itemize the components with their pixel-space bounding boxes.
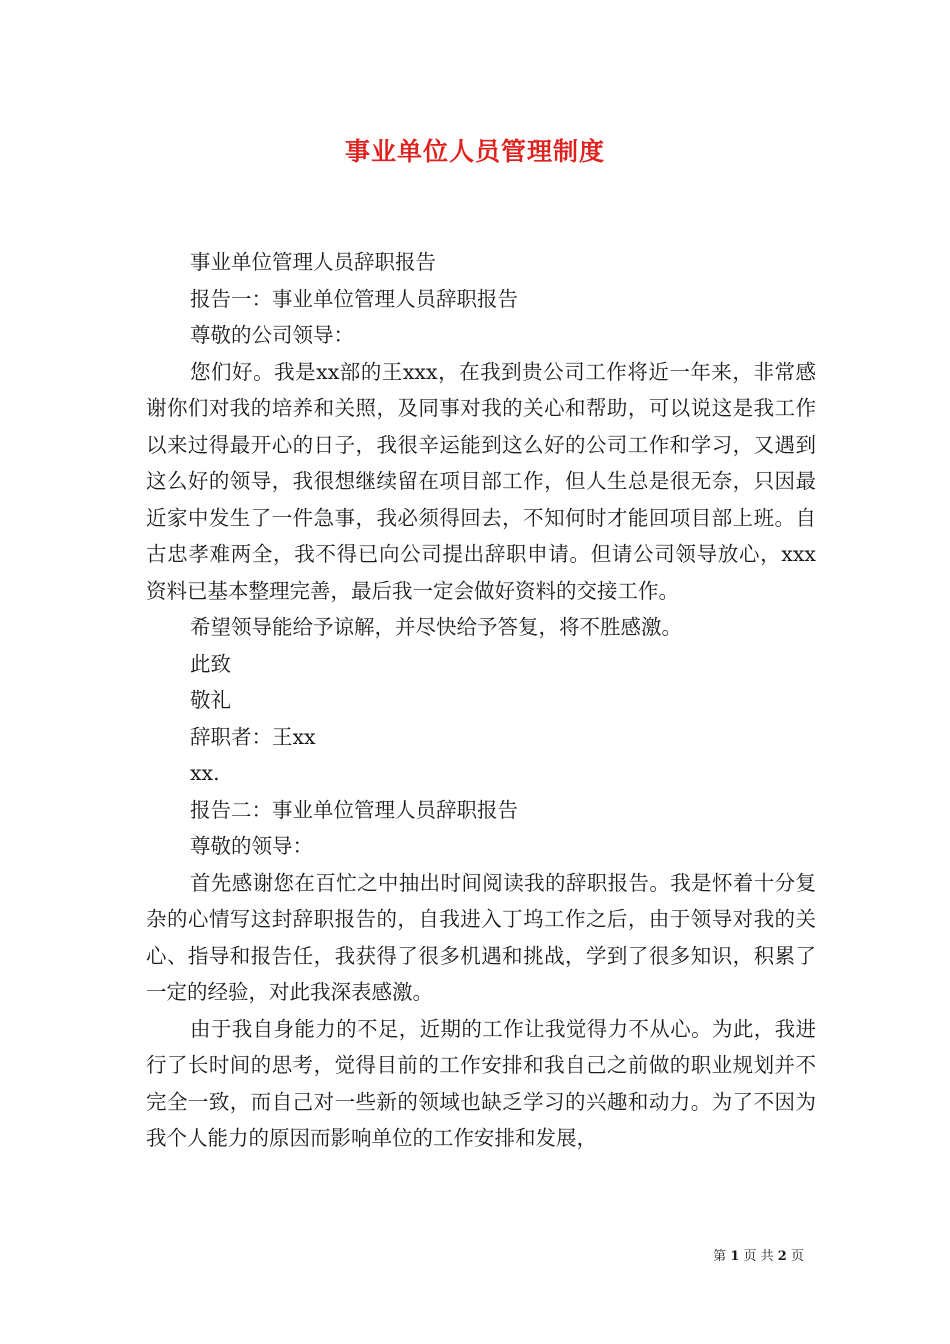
paragraph: 希望领导能给予谅解，并尽快给予答复，将不胜感激。 <box>190 615 682 639</box>
paragraph: xx. <box>190 761 220 785</box>
paragraph: 事业单位管理人员辞职报告 <box>190 250 436 274</box>
footer-page-number: 1 <box>730 1249 740 1264</box>
paragraph: 此致 <box>190 651 231 676</box>
paragraph: 尊敬的领导： <box>190 834 313 858</box>
footer-prefix: 第 <box>713 1249 727 1264</box>
footer-total-pages: 2 <box>777 1249 787 1264</box>
footer-middle: 页 共 <box>743 1249 774 1264</box>
paragraph: 由于我自身能力的不足，近期的工作让我觉得力不从心。为此，我进行了长时间的思考，觉得目前的工作安排和我自己之前做的职业规划并不完全一致，而自己对一些新的领域也缺乏学习的兴趣和动力。为了不因为我个人能力的原因而影响单位的工作安排和发展， <box>146 1016 816 1150</box>
paragraph: 辞职者：王xx <box>190 724 316 749</box>
document-title: 事业单位人员管理制度 <box>344 137 605 166</box>
footer-suffix: 页 <box>790 1249 804 1264</box>
document-body <box>146 244 816 1157</box>
paragraph: 报告二：事业单位管理人员辞职报告 <box>190 797 518 822</box>
paragraph: 您们好。我是xx部的王xxx，在我到贵公司工作将近一年来，非常感谢你们对我的培养和关照，及同事对我的关心和帮助，可以说这是我工作以来过得最开心的日子，我很辛运能到这么好的公司工作和学习，又遇到这么好的领导，我很想继续留在项目部工作，但人生总是很无奈，只因最近家中发生了一件急事，我必须得回去，不知何时才能回项目部上班。自古忠孝难两全，我不得已向公司提出辞职申请。但请公司领导放心，xxx资料已基本整理完善，最后我一定会做好资料的交接工作。 <box>146 359 816 603</box>
paragraph: 敬礼 <box>190 688 231 712</box>
paragraph: 报告一：事业单位管理人员辞职报告 <box>190 286 518 311</box>
paragraph: 首先感谢您在百忙之中抽出时间阅读我的辞职报告。我是怀着十分复杂的心情写这封辞职报告的，自我进入丁坞工作之后，由于领导对我的关心、指导和报告任，我获得了很多机遇和挑战，学到了很多知识，积累了一定的经验，对此我深表感激。 <box>146 870 816 1004</box>
page-footer <box>713 1245 804 1264</box>
paragraph: 尊敬的公司领导： <box>190 323 354 347</box>
